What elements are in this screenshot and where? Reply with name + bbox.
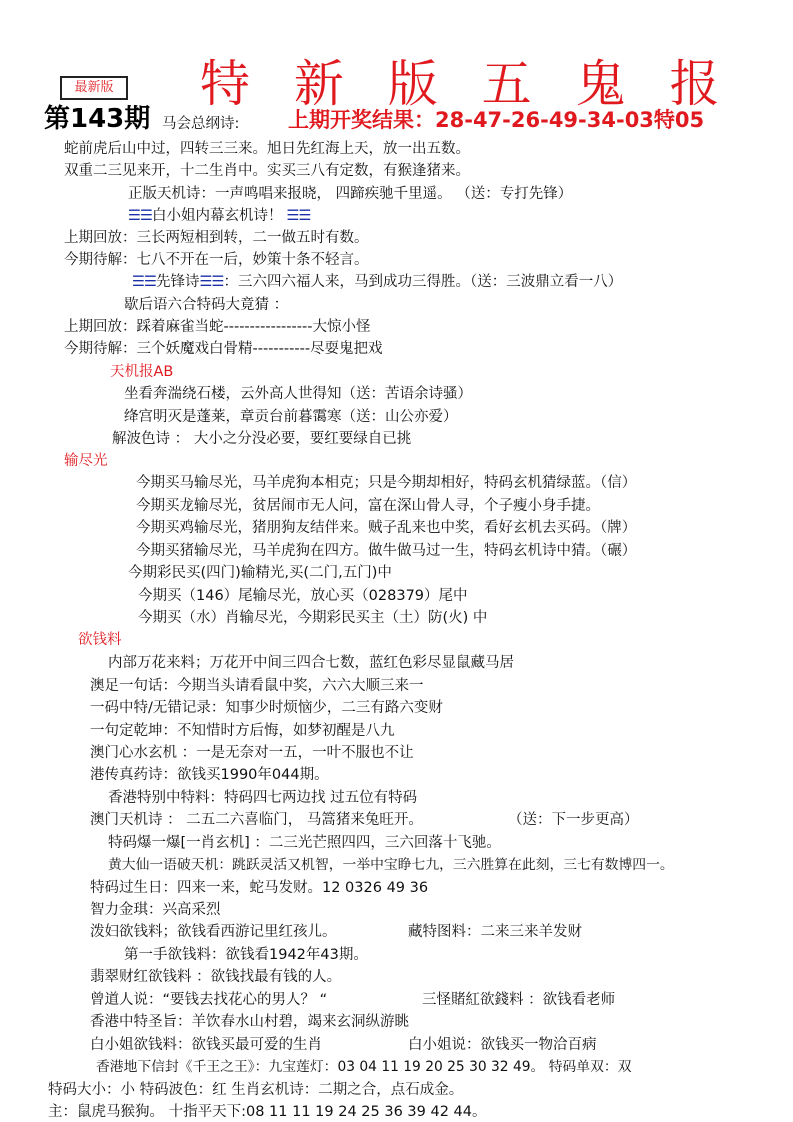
text-line: 智力金琪：兴高采烈 <box>90 902 221 918</box>
double-bar-icon: ☰☰ <box>132 274 156 290</box>
text-line: 正版天机诗：一声鸣唱来报晓， 四蹄疾驰千里遥。 （送：专打先锋） <box>128 186 573 202</box>
text-line: 今期买（146）尾输尽光，放心买（028379）尾中 <box>138 588 468 604</box>
text-line: 香港地下信封《千王之王》：九宝莲灯：03 04 11 19 20 25 30 32 49。 特码单双：双 <box>96 1059 632 1075</box>
text-line: 香港中特圣旨：羊饮春水山村碧，竭来玄洞纵游眺 <box>90 1014 409 1030</box>
text-line: 马会总纲诗: <box>162 116 240 132</box>
text-line: 解波色诗 ： 大小之分没必要，要红要绿自已挑 <box>112 431 412 447</box>
last-draw-result: 上期开奖结果：28-47-26-49-34-03特05 <box>288 108 705 132</box>
text-line: 白小姐欲钱料：欲钱买最可爱的生肖 <box>90 1037 322 1053</box>
text-line: 第一手欲钱料：欲钱看1942年43期。 <box>124 947 368 963</box>
text-line: 今期买鸡输尽光，猪朋狗友结伴来。贼子乱来也中奖，看好玄机去买码。（牌） <box>136 520 637 536</box>
issue-number: 第143期 <box>44 104 151 134</box>
text-line: 今期待解：三个妖魔戏白骨精-----------尽耍鬼把戏 <box>64 341 383 357</box>
text-line: 坐看奔湍绕石楼，云外高人世得知（送：苦语余诗骚） <box>124 386 472 402</box>
text-line: 一码中特/无错记录：知事少时烦恼少，二三有路六变财 <box>90 700 443 716</box>
text-line: 翡翠财红欲钱料 ：欲钱找最有钱的人。 <box>90 969 342 985</box>
text-line: ☰☰先锋诗☰☰：三六四六福人来，马到成功三得胜。（送：三波鼎立看一八） <box>132 274 623 290</box>
text-line: 双重二三见来开，十二生肖中。实买三八有定数，有猴逢猪来。 <box>64 163 470 179</box>
edition-badge: 最新版 <box>60 76 128 100</box>
text-line: 白小姐说：欲钱买一物洽百病 <box>408 1037 597 1053</box>
text-line: 今期买马输尽光，马羊虎狗本相克；只是今期却相好，特码玄机猜绿蓝。（信） <box>136 475 637 491</box>
text-line: 上期回放：踩着麻雀当蛇-----------------大惊小怪 <box>64 319 371 335</box>
text-line: 一句定乾坤：不知惜时方后悔，如梦初醒是八九 <box>90 723 395 739</box>
double-bar-icon: ☰☰ <box>128 208 152 224</box>
text-line: 今期买龙输尽光，贫居闹市无人问，富在深山骨人寻，个子瘦小身手捷。 <box>136 498 600 514</box>
text-line: 特码过生日：四来一来，蛇马发财。12 0326 49 36 <box>90 880 429 896</box>
text-line: 今期彩民买(四门)输精光,买(二门,五门)中 <box>128 565 392 581</box>
text-line: 澳门心水玄机 ：一是无奈对一五，一叶不服也不让 <box>90 745 414 761</box>
section-heading: 欲钱料 <box>78 632 122 648</box>
text-line: 今期待解：七八不开在一后，妙策十条不轻言。 <box>64 252 369 268</box>
section-heading: 输尽光 <box>64 453 108 469</box>
text-line: 歇后语六合特码大竟猜 ： <box>124 297 289 313</box>
text-line: 特码爆一爆[一肖玄机] ：二三光芒照四四，三六回落十飞驰。 <box>108 835 501 851</box>
text-line: 藏特图料：二来三来羊发财 <box>408 924 582 940</box>
text-line: 特码大小：小 特码波色：红 生肖玄机诗：二期之合，点石成金。 <box>48 1082 464 1098</box>
text-line: 三怪賭紅欲錢料 ：欲钱看老师 <box>422 992 616 1008</box>
text-line: 上期回放：三长两短相到转，二一做五时有数。 <box>64 230 369 246</box>
text-line: 蛇前虎后山中过，四转三三来。旭日先红海上天，放一出五数。 <box>64 141 470 157</box>
text-line: 曾道人说：“要钱去找花心的男人？ “ <box>90 992 328 1008</box>
double-bar-icon: ☰☰ <box>282 208 311 224</box>
text-line: 今期买（水）肖输尽光，今期彩民买主（土）防(火) 中 <box>138 610 488 626</box>
text-line: 今期买猪输尽光，马羊虎狗在四方。做牛做马过一生，特码玄机诗中猜。（碾） <box>136 543 637 559</box>
double-bar-icon: ☰☰ <box>199 274 224 290</box>
page-title: 特 新 版 五 鬼 报 <box>200 55 734 113</box>
section-heading: 天机报AB <box>110 364 174 380</box>
text-line: 绛宫明灭是蓬莱，章贡台前暮霭寒（送：山公亦爱） <box>124 409 458 425</box>
text-line: 黄大仙一语破天机：跳跃灵活又机智，一举中宝睁七九，三六胜算在此刻，三七有数博四一。 <box>108 857 674 873</box>
text-line: 澳足一句话：今期当头请看鼠中奖，六六大顺三来一 <box>90 678 424 694</box>
text-line: ☰☰白小姐内幕玄机诗！ ☰☰ <box>128 208 311 224</box>
text-line: 港传真药诗：欲钱买1990年044期。 <box>90 767 329 783</box>
text-line: 香港特别中特料：特码四七两边找 过五位有特码 <box>108 790 418 806</box>
text-line: （送：下一步更高） <box>508 812 639 828</box>
text-line: 主：鼠虎马猴狗。 十指平天下:08 11 11 19 24 25 36 39 42 44。 <box>48 1104 487 1120</box>
text-line: 泼妇欲钱料；欲钱看西游记里红孩儿。 <box>90 924 337 940</box>
text-line: 内部万花来料；万花开中间三四合七数，蓝红色彩尽显鼠藏马居 <box>108 655 514 671</box>
text-line: 澳门天机诗 ： 二五二六喜临门， 马篙猪来兔旺开。 <box>90 812 423 828</box>
